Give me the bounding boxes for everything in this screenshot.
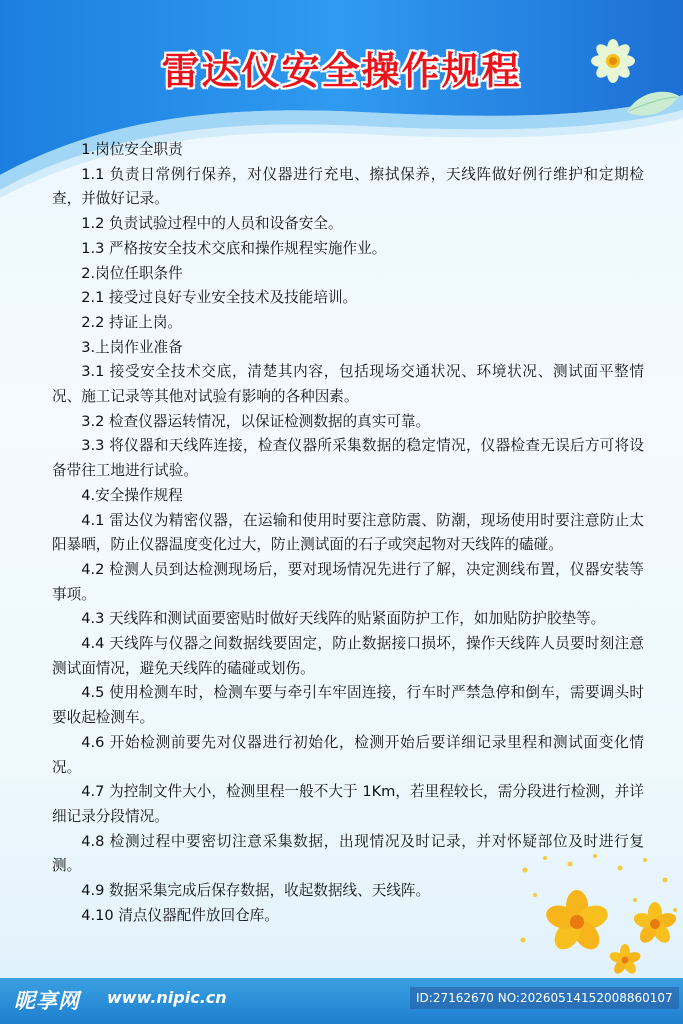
clause: 4.8 检测过程中要密切注意采集数据，出现情况及时记录，并对怀疑部位及时进行复测。: [52, 832, 644, 875]
footer-logo: 昵享网: [14, 989, 80, 1013]
section-heading: 3.上岗作业准备: [81, 338, 183, 356]
yellow-flowers-icon: [515, 850, 683, 978]
clause: 3.3 将仪器和天线阵连接，检查仪器所采集数据的稳定情况，仪器检查无误后方可将设备带往工地进行试验。: [52, 437, 644, 480]
clause: 4.9 数据采集完成后保存数据，收起数据线、天线阵。: [81, 882, 431, 900]
clause: 3.2 检查仪器运转情况，以保证检测数据的真实可靠。: [81, 412, 431, 430]
clause: 2.1 接受过良好专业安全技术及技能培训。: [81, 289, 358, 307]
clause: 4.4 天线阵与仪器之间数据线要固定，防止数据接口损坏，操作天线阵人员要时刻注意测试面情况，避免天线阵的磕碰或划伤。: [52, 635, 644, 677]
footer-id: ID:27162670 NO:20260514152008860107: [410, 987, 679, 1009]
clause: 4.5 使用检测车时，检测车要与牵引车牢固连接，行车时严禁急停和倒车，需要调头时要收起检测车。: [52, 684, 644, 727]
clause: 1.1 负责日常例行保养，对仪器进行充电、擦拭保养，天线阵做好例行维护和定期检查，并做好记录。: [52, 165, 644, 208]
section-heading: 4.安全操作规程: [81, 486, 183, 504]
clause: 4.2 检测人员到达检测现场后，要对现场情况先进行了解，决定测线布置，仪器安装等事项。: [52, 560, 644, 603]
flower-icon: [590, 38, 636, 84]
section-heading: 1.岗位安全职责: [81, 141, 183, 158]
clause: 4.3 天线阵和测试面要密贴时做好天线阵的贴紧面防护工作，如加贴防护胶垫等。: [81, 610, 606, 628]
leaf-icon: [625, 88, 681, 120]
clause: 1.3 严格按安全技术交底和操作规程实施作业。: [81, 239, 387, 257]
clause: 3.1 接受安全技术交底，清楚其内容，包括现场交通状况、环境状况、测试面平整情况、施工记录等其他对试验有影响的各种因素。: [52, 363, 644, 406]
clause: 1.2 负责试验过程中的人员和设备安全。: [81, 215, 343, 233]
section-heading: 2.岗位任职条件: [81, 264, 183, 282]
clause: 4.10 清点仪器配件放回仓库。: [81, 906, 279, 924]
clause: 4.1 雷达仪为精密仪器，在运输和使用时要注意防震、防潮，现场使用时要注意防止太阳暴晒，防止仪器温度变化过大，防止测试面的石子或突起物对天线阵的磕碰。: [52, 511, 644, 554]
page-title: 雷达仪安全操作规程: [161, 49, 522, 93]
footer-url[interactable]: www.nipic.cn: [107, 988, 227, 1007]
clause: 2.2 持证上岗。: [81, 313, 183, 331]
clause: 4.6 开始检测前要先对仪器进行初始化，检测开始后要详细记录里程和测试面变化情况。: [52, 733, 644, 776]
clause: 4.7 为控制文件大小，检测里程一般不大于 1Km，若里程较长，需分段进行检测，并详细记录分段情况。: [52, 783, 644, 825]
regulation-content: [52, 138, 644, 929]
